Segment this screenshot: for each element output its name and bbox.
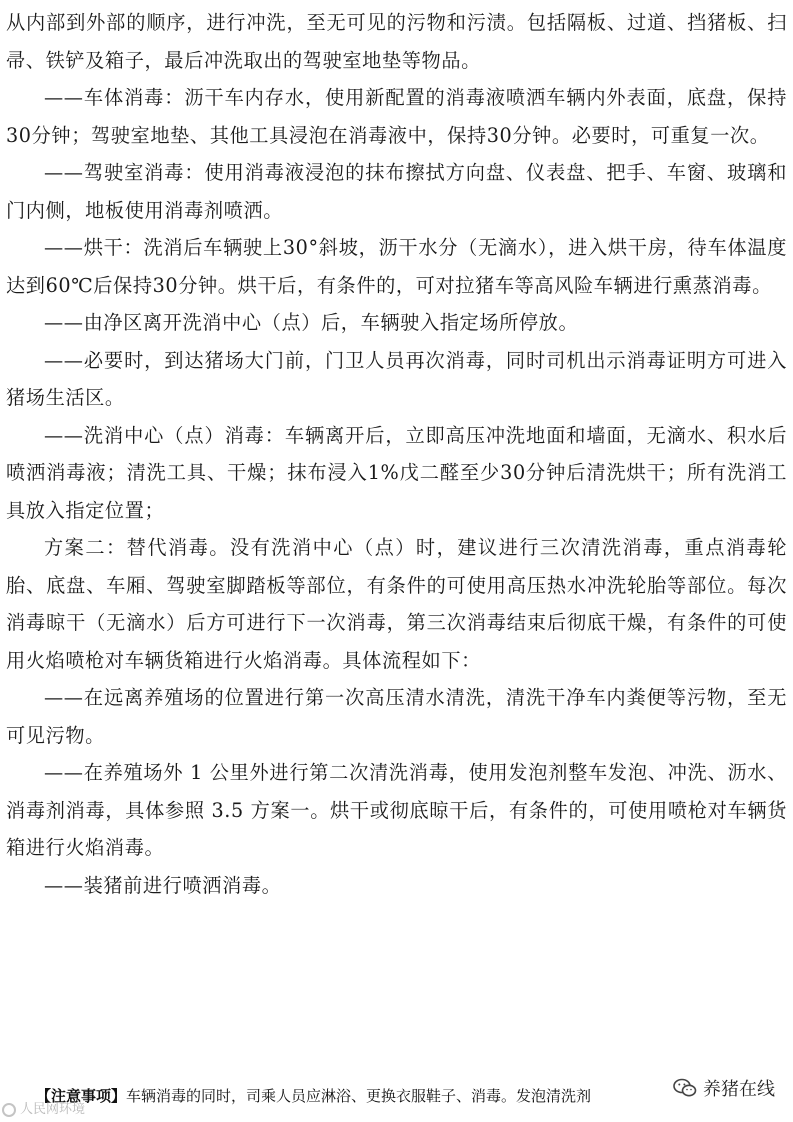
paragraph-5: ——由净区离开洗消中心（点）后，车辆驶入指定场所停放。 (44, 311, 579, 334)
caution-note-text: 车辆消毒的同时，司乘人员应淋浴、更换衣服鞋子、消毒。发泡清洗剂 (126, 1087, 592, 1105)
paragraph-2: ——车体消毒：沥干车内存水，使用新配置的消毒液喷洒车辆内外表面，底盘，保持30分钟；驾驶室地垫、其他工具浸泡在消毒液中，保持30分钟。必要时，可重复一次。 (6, 86, 787, 147)
brand-name: 养猪在线 (703, 1079, 775, 1100)
paragraph-11: ——装猪前进行喷洒消毒。 (44, 873, 282, 897)
paragraph-8: 方案二：替代消毒。没有洗消中心（点）时，建议进行三次清洗消毒，重点消毒轮胎、底盘、车厢、驾驶室脚踏板等部位，有条件的可使用高压热水冲洗轮胎等部位。每次消毒晾干（无滴水）后方可进行下一次消毒，第三次消毒结束后彻底干燥，有条件的可使用火焰喷枪对车辆货箱进行火焰消毒。具体流程如下： (6, 536, 787, 672)
watermark (2, 1098, 85, 1117)
document-body (6, 4, 787, 904)
paragraph-7: ——洗消中心（点）消毒：车辆离开后，立即高压冲洗地面和墙面，无滴水、积水后喷洒消毒液；清洗工具、干燥；抹布浸入1%戊二醛至少30分钟后清洗烘干；所有洗消工具放入指定位置； (6, 423, 787, 522)
caution-note (36, 1086, 636, 1106)
paragraph-3: ——驾驶室消毒：使用消毒液浸泡的抹布擦拭方向盘、仪表盘、把手、车窗、玻璃和门内侧，地板使用消毒剂喷洒。 (6, 161, 787, 222)
paragraph-6: ——必要时，到达猪场大门前，门卫人员再次消毒，同时司机出示消毒证明方可进入猪场生活区。 (6, 348, 787, 409)
watermark-logo-icon (2, 1103, 16, 1117)
brand-mark (673, 1072, 775, 1104)
paragraph-9: ——在远离养殖场的位置进行第一次高压清水清洗，清洗干净车内粪便等污物，至无可见污物。 (6, 686, 787, 747)
paragraph-1: 从内部到外部的顺序，进行冲洗，至无可见的污物和污渍。包括隔板、过道、挡猪板、扫帚、铁铲及箱子，最后冲洗取出的驾驶室地垫等物品。 (6, 11, 787, 72)
caution-note-heading: 【注意事项】 (36, 1087, 127, 1105)
wechat-icon (673, 1078, 697, 1098)
watermark-text: 人民网环境 (20, 1102, 86, 1117)
paragraph-10: ——在养殖场外 1 公里外进行第二次清洗消毒，使用发泡剂整车发泡、冲洗、沥水、消毒剂消毒，具体参照 3.5 方案一。烘干或彻底晾干后，有条件的，可使用喷枪对车辆货箱进行火焰消毒。 (6, 761, 787, 859)
paragraph-4: ——烘干：洗消后车辆驶上30°斜坡，沥干水分（无滴水），进入烘干房，待车体温度达到60℃后保持30分钟。烘干后，有条件的，可对拉猪车等高风险车辆进行熏蒸消毒。 (6, 236, 787, 297)
